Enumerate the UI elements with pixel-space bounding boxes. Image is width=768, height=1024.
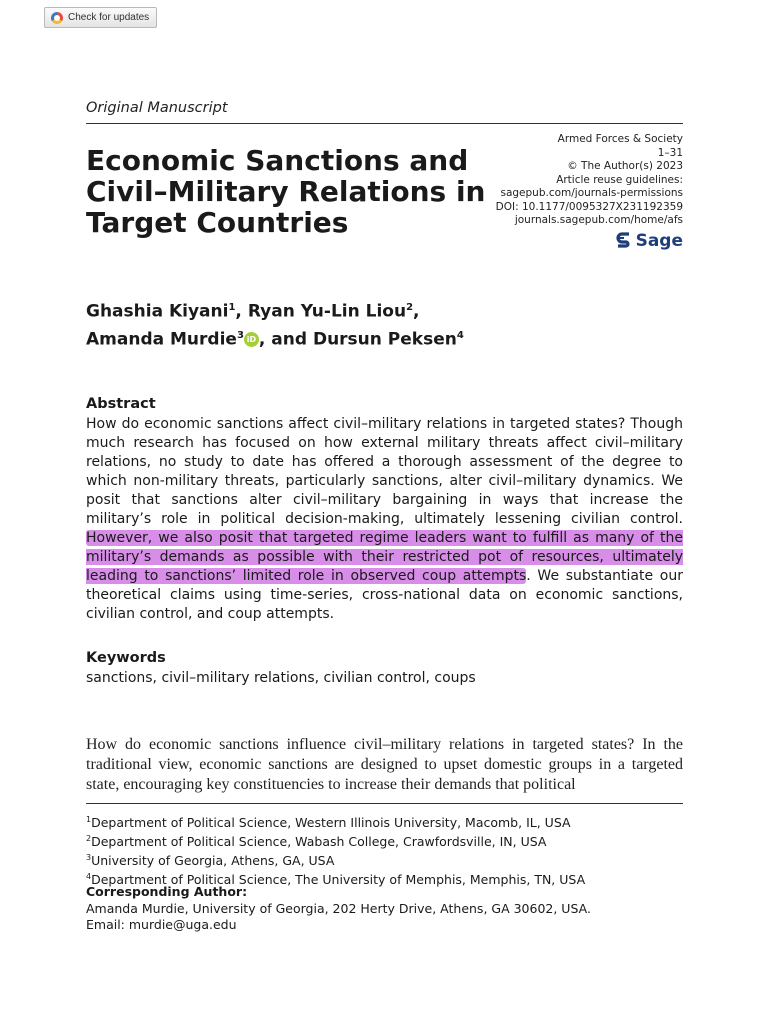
author-list — [86, 296, 566, 351]
affiliation-text: Department of Political Science, The University of Memphis, Memphis, TN, USA — [91, 872, 586, 888]
affiliation-number: 1 — [86, 815, 92, 824]
affiliation-item — [86, 850, 683, 869]
author-separator: , — [413, 301, 420, 322]
check-for-updates-label: Check for updates — [68, 12, 150, 23]
journal-name: Armed Forces & Society — [557, 133, 683, 145]
doi[interactable]: DOI: 10.1177/0095327X231192359 — [495, 200, 683, 213]
keywords-heading: Keywords — [86, 650, 166, 666]
corresponding-address: Amanda Murdie, University of Georgia, 202 Herty Drive, Athens, GA 30602, USA. — [86, 901, 591, 916]
abstract-text-after: . We substantiate our theoretical claims using time-series, cross-national data on economic sanctions, civilian control, and coup attempts. — [86, 568, 683, 622]
affiliation-item — [86, 831, 683, 850]
corresponding-author-heading: Corresponding Author: — [86, 884, 248, 899]
orcid-icon[interactable]: iD — [244, 332, 259, 347]
author-name: Dursun Peksen — [312, 329, 457, 350]
affiliation-marker: 2 — [406, 302, 414, 313]
affiliations — [86, 812, 683, 889]
body-paragraph: How do economic sanctions influence civil–military relations in targeted states? In the traditional view, economic sanctions are designed to upset domestic groups in a targeted state, encouraging key constituencies to increase their demands that political — [86, 736, 683, 793]
journal-info — [463, 133, 683, 228]
corresponding-email[interactable]: Email: murdie@uga.edu — [86, 917, 237, 932]
keywords-text: sanctions, civil–military relations, civilian control, coups — [86, 670, 476, 686]
footnote-rule — [86, 803, 683, 804]
affiliation-number: 3 — [86, 853, 92, 863]
author-name: Ghashia Kiyani — [86, 301, 229, 322]
sage-wordmark: Sage — [635, 231, 683, 251]
corresponding-author-details — [86, 901, 683, 933]
affiliation-item — [86, 812, 683, 831]
affiliation-text: Department of Political Science, Wabash College, Crawfordsville, IN, USA — [91, 834, 547, 850]
journal-homepage-link[interactable]: journals.sagepub.com/home/afs — [514, 214, 683, 226]
manuscript-type: Original Manuscript — [86, 100, 228, 116]
affiliation-text: Department of Political Science, Western Illinois University, Macomb, IL, USA — [91, 815, 571, 831]
affiliation-number: 2 — [86, 834, 92, 844]
reuse-label: Article reuse guidelines: — [556, 173, 683, 186]
journal-pages: 1–31 — [657, 146, 683, 159]
copyright: © The Author(s) 2023 — [567, 160, 683, 172]
check-for-updates-button[interactable] — [44, 7, 157, 28]
author-separator: , and — [258, 329, 313, 350]
affiliation-marker: 3 — [236, 329, 244, 341]
affiliation-marker: 4 — [456, 329, 464, 341]
sage-logo — [616, 231, 683, 251]
affiliation-marker: 1 — [228, 302, 236, 313]
header-rule — [86, 123, 683, 124]
abstract-text-before: How do economic sanctions affect civil–military relations in targeted states? Though much research has focused on how external military threats affect civil–military relations, no study to date has offered a thorough assessment of the degree to which non-military threats, particularly sanctions, alter civil–military dynamics. We posit that sanctions alter civil–military bargaining in ways that increase the military’s role in political decision-making, ultimately lessening civilian control. — [86, 416, 683, 527]
author-name: Ryan Yu-Lin Liou — [247, 301, 407, 322]
abstract-text — [86, 415, 683, 624]
affiliation-text: University of Georgia, Athens, GA, USA — [91, 853, 335, 869]
sage-s-icon — [616, 232, 632, 250]
abstract-heading: Abstract — [86, 396, 156, 412]
article-title: Economic Sanctions and Civil–Military Relations in Target Countries — [86, 144, 486, 239]
affiliation-number: 4 — [86, 872, 92, 882]
crossmark-icon — [51, 12, 63, 24]
author-separator: , — [235, 301, 248, 322]
abstract-highlight: However, we also posit that targeted regime leaders want to fulfill as many of the military’s demands as possible with their restricted pot of resources, ultimately leading to sanctions’ limited role in observed coup attempts — [86, 530, 683, 584]
author-name: Amanda Murdie — [86, 329, 237, 350]
reuse-link[interactable]: sagepub.com/journals-permissions — [500, 187, 683, 199]
